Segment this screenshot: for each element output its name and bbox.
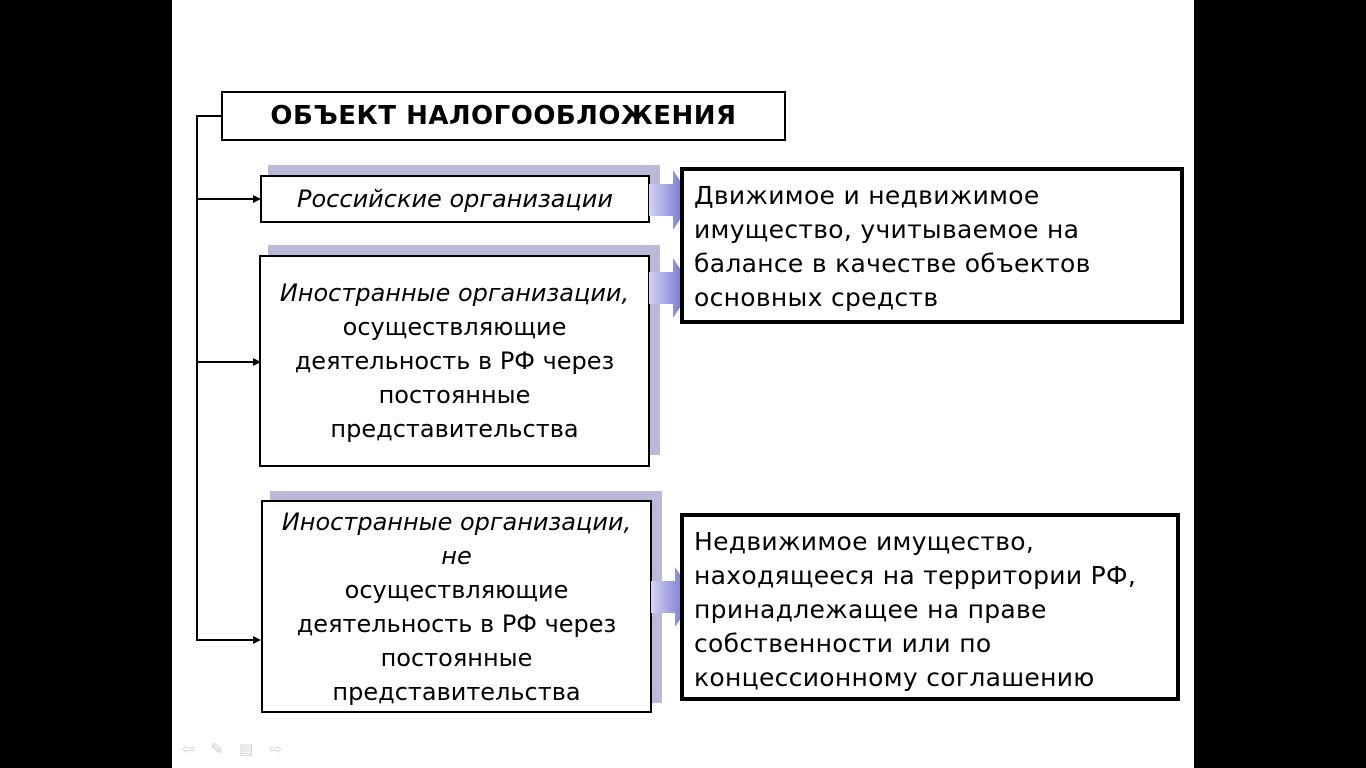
connector-branch-3 — [196, 639, 254, 641]
foreign-without-rep-line1: Иностранные организации, не — [281, 507, 632, 570]
box-movable-immovable-property: Движимое и недвижимое имущество, учитываемое на балансе в качестве объектов основных средств — [680, 167, 1184, 324]
box-russian-organizations-label: Российские организации — [297, 185, 613, 213]
box-immovable-property-rf: Недвижимое имущество, находящееся на территории РФ, принадлежащее на праве собственности или по концессионному соглашению — [680, 513, 1180, 701]
menu-icon[interactable]: ▤ — [239, 740, 254, 758]
connector-vertical-line — [196, 115, 198, 640]
slide — [172, 0, 1194, 768]
connector-top-line — [196, 115, 222, 117]
diagram-title: ОБЪЕКТ НАЛОГООБЛОЖЕНИЯ — [221, 91, 786, 141]
slideshow-nav — [182, 740, 282, 756]
foreign-without-rep-prefix: о — [344, 575, 360, 604]
box-foreign-without-representation — [261, 500, 652, 713]
foreign-without-rep-rest: существляющие деятельность в РФ через постоянные представительства — [296, 575, 617, 706]
box-foreign-with-representation — [259, 255, 650, 467]
foreign-with-rep-line1: Иностранные организации, — [279, 279, 630, 307]
box-russian-organizations — [260, 175, 650, 223]
pen-icon[interactable]: ✎ — [210, 740, 224, 758]
connector-branch-2 — [196, 361, 254, 363]
arrow-left-icon[interactable]: ⇦ — [182, 740, 195, 758]
connector-arrowhead-3 — [253, 636, 261, 644]
foreign-with-rep-prefix: о — [342, 313, 358, 341]
connector-branch-1 — [196, 198, 254, 200]
foreign-with-rep-rest: существляющие деятельность в РФ через постоянные представительства — [294, 313, 615, 443]
arrow-right-icon[interactable]: ⇨ — [269, 740, 282, 758]
